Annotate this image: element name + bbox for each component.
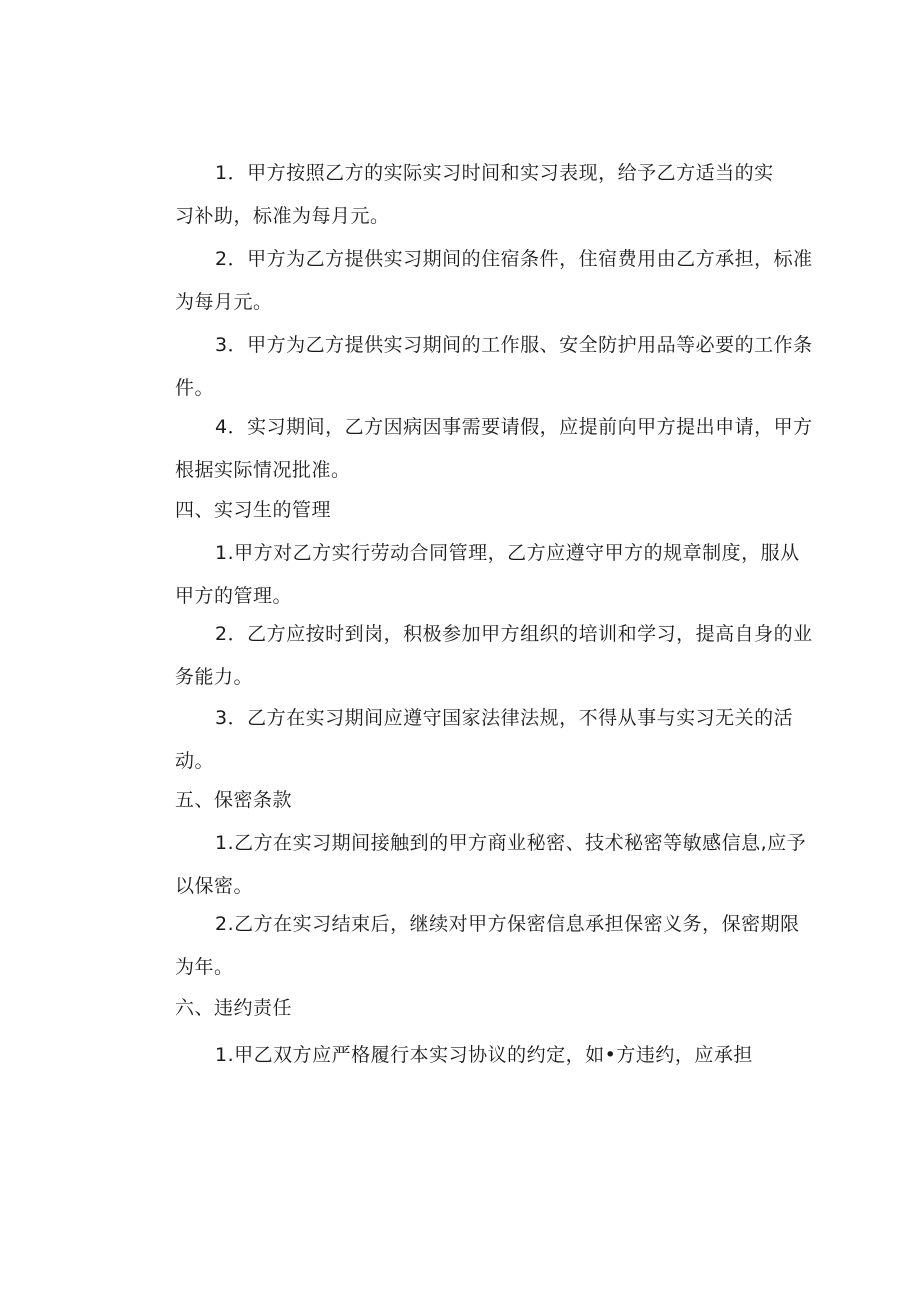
paragraph-line: 1.甲方对乙方实行劳动合同管理，乙方应遵守甲方的规章制度，服从 <box>215 542 800 564</box>
list-item <box>135 1034 795 1077</box>
list-item <box>135 697 795 783</box>
paragraph-line: 甲方的管理。 <box>175 585 293 607</box>
paragraph-line: 3．乙方在实习期间应遵守国家法律法规，不得从事与实习无关的活 <box>215 707 794 729</box>
list-item <box>135 152 795 238</box>
section-heading: 五、保密条款 <box>175 789 293 811</box>
list-item <box>135 324 813 410</box>
paragraph-line: 件。 <box>175 377 215 399</box>
paragraph-line: 1．甲方按照乙方的实际实习时间和实习表现，给予乙方适当的实 <box>215 162 774 184</box>
paragraph-line: 2.乙方在实习结束后，继续对甲方保密信息承担保密义务，保密期限 <box>215 913 800 935</box>
paragraph-line: 为每月元。 <box>175 291 273 313</box>
list-item <box>135 406 813 492</box>
list-item <box>135 903 800 989</box>
paragraph-line: 动。 <box>175 750 215 772</box>
list-item <box>135 238 813 324</box>
paragraph-line: 根据实际情况批准。 <box>175 459 351 481</box>
list-item <box>135 532 800 618</box>
paragraph-line: 1.乙方在实习期间接触到的甲方商业秘密、技术秘密等敏感信息,应予 <box>215 832 807 854</box>
paragraph-line: 2．甲方为乙方提供实习期间的住宿条件，住宿费用由乙方承担，标准 <box>215 248 813 270</box>
paragraph-line: 务能力。 <box>175 666 254 688</box>
paragraph-line: 为年。 <box>175 956 234 978</box>
paragraph-line: 以保密。 <box>175 875 254 897</box>
paragraph-line: 2．乙方应按时到岗，积极参加甲方组织的培训和学习，提高自身的业 <box>215 623 813 645</box>
paragraph-line: 3．甲方为乙方提供实习期间的工作服、安全防护用品等必要的工作条 <box>215 334 813 356</box>
section-heading: 四、实习生的管理 <box>175 499 332 521</box>
paragraph-line: 习补助，标准为每月元。 <box>175 205 390 227</box>
paragraph-line: 4．实习期间，乙方因病因事需要请假，应提前向甲方提出申请，甲方 <box>215 416 813 438</box>
paragraph-line: 1.甲乙双方应严格履行本实习协议的约定，如•方违约，应承担 <box>215 1044 753 1066</box>
section-heading: 六、违约责任 <box>175 997 293 1019</box>
list-item <box>135 822 807 908</box>
list-item <box>135 613 813 699</box>
